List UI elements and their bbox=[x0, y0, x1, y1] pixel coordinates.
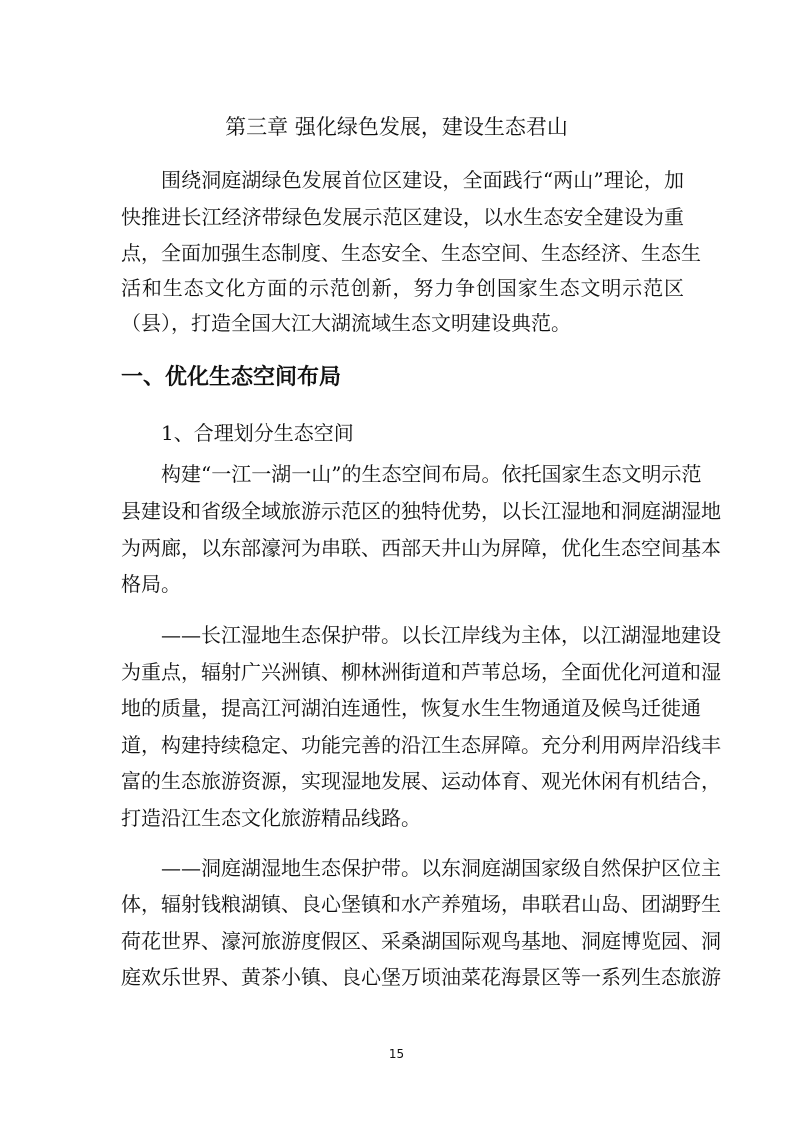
yangtze-line: 道，构建持续稳定、功能完善的沿江生态屏障。充分利用两岸沿线丰 bbox=[121, 733, 721, 757]
yangtze-line: 地的质量，提高江河湖泊连通性，恢复水生生物通道及候鸟迁徙通 bbox=[121, 696, 701, 720]
subsection-heading: 1、合理划分生态空间 bbox=[161, 421, 354, 445]
yangtze-line: 打造沿江生态文化旅游精品线路。 bbox=[121, 806, 421, 830]
intro-line: 围绕洞庭湖绿色发展首位区建设，全面践行“两山”理论，加 bbox=[161, 168, 684, 192]
layout-line: 为两廊，以东部濠河为串联、西部天井山为屏障，优化生态空间基本 bbox=[121, 536, 721, 560]
intro-line: 活和生态文化方面的示范创新，努力争创国家生态文明示范区 bbox=[121, 276, 684, 300]
intro-line: 快推进长江经济带绿色发展示范区建设，以水生态安全建设为重 bbox=[121, 205, 684, 229]
dongting-line: 庭欢乐世界、黄茶小镇、良心堡万顷油菜花海景区等一系列生态旅游 bbox=[121, 965, 721, 989]
dongting-line: ——洞庭湖湿地生态保护带。以东洞庭湖国家级自然保护区位主 bbox=[161, 856, 721, 880]
dongting-line: 体，辐射钱粮湖镇、良心堡镇和水产养殖场，串联君山岛、团湖野生 bbox=[121, 892, 721, 916]
dongting-line: 荷花世界、濠河旅游度假区、采桑湖国际观鸟基地、洞庭博览园、洞 bbox=[121, 929, 721, 953]
yangtze-line: ——长江湿地生态保护带。以长江岸线为主体，以江湖湿地建设 bbox=[161, 623, 721, 647]
layout-line: 构建“一江一湖一山”的生态空间布局。依托国家生态文明示范 bbox=[161, 462, 702, 486]
layout-line: 县建设和省级全域旅游示范区的独特优势，以长江湿地和洞庭湖湿地 bbox=[121, 499, 721, 523]
section-heading: 一、优化生态空间布局 bbox=[121, 365, 342, 390]
page-number: 15 bbox=[388, 1047, 405, 1061]
yangtze-line: 为重点，辐射广兴洲镇、柳林洲街道和芦苇总场，全面优化河道和湿 bbox=[121, 660, 721, 684]
yangtze-line: 富的生态旅游资源，实现湿地发展、运动体育、观光休闲有机结合， bbox=[121, 769, 721, 793]
chapter-title: 第三章 强化绿色发展，建设生态君山 bbox=[225, 115, 568, 139]
intro-line: （县），打造全国大江大湖流域生态文明建设典范。 bbox=[121, 311, 571, 335]
intro-line: 点，全面加强生态制度、生态安全、生态空间、生态经济、生态生 bbox=[121, 241, 701, 265]
layout-line: 格局。 bbox=[121, 572, 181, 596]
